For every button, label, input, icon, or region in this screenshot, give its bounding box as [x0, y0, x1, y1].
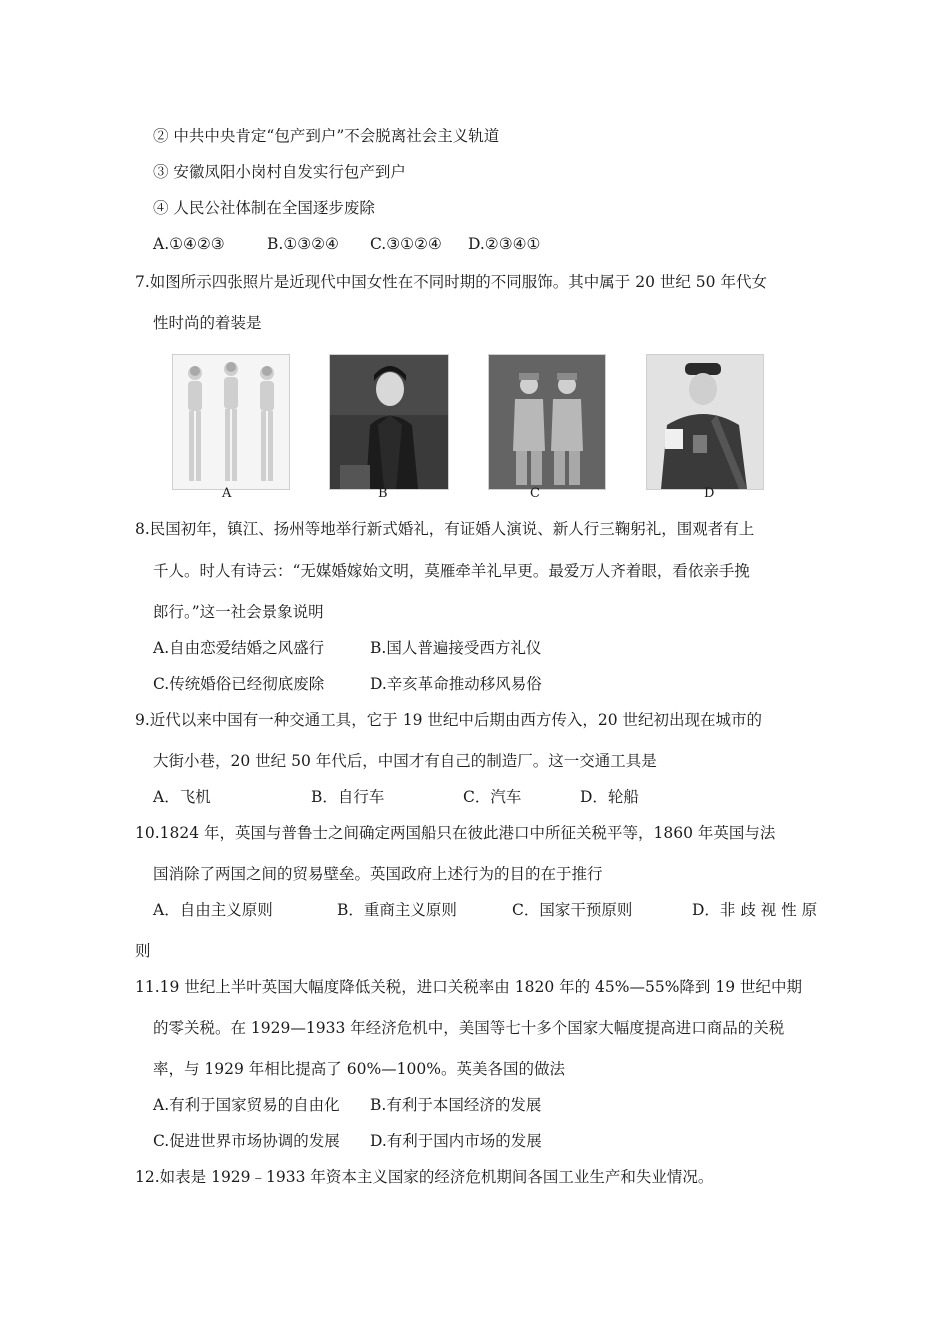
q11-stem-line-1: 11.19 世纪上半叶英国大幅度降低关税，进口关税率由 1820 年的 45%—55%降到 19 世纪中期: [135, 978, 803, 996]
q10-option-c: C．国家干预原则: [512, 901, 633, 919]
q9-option-b: B．自行车: [311, 788, 385, 806]
q6-item-2: ② 中共中央肯定“包产到户”不会脱离社会主义轨道: [153, 127, 500, 145]
q6-option-d: D.②③④①: [468, 235, 541, 253]
q6-option-b: B.①③②④: [267, 235, 339, 253]
q11-option-a: A.有利于国家贸易的自由化: [153, 1096, 340, 1114]
q8-option-d: D.辛亥革命推动移风易俗: [370, 675, 542, 693]
q11-stem-line-3: 率，与 1929 年相比提高了 60%—100%。英美各国的做法: [153, 1060, 565, 1078]
q11-option-b: B.有利于本国经济的发展: [370, 1096, 542, 1114]
q9-stem-line-2: 大街小巷，20 世纪 50 年代后，中国才有自己的制造厂。这一交通工具是: [153, 752, 657, 770]
q9-stem-line-1: 9.近代以来中国有一种交通工具，它于 19 世纪中后期由西方传入，20 世纪初出现在城市的: [135, 711, 763, 729]
q10-option-b: B．重商主义原则: [337, 901, 457, 919]
q8-stem-line-2: 千人。时人有诗云：“无媒婚嫁始文明，莫雁牵羊礼早更。最爱万人齐着眼，看依亲手挽: [153, 562, 750, 580]
q6-option-c: C.③①②④: [370, 235, 442, 253]
photo-c-caption: C: [530, 486, 540, 501]
q9-option-c: C．汽车: [463, 788, 522, 806]
q10-option-a: A．自由主义原则: [153, 901, 273, 919]
q10-option-d: D．非 歧 视 性 原: [692, 901, 818, 919]
photo-d-uniform-woman-book: [646, 354, 764, 490]
photo-c-uniform-women: [488, 354, 606, 490]
photo-a-modern-models: [172, 354, 290, 490]
q11-option-c: C.促进世界市场协调的发展: [153, 1132, 340, 1150]
q8-option-a: A.自由恋爱结婚之风盛行: [153, 639, 325, 657]
q9-option-a: A．飞机: [153, 788, 211, 806]
q8-stem-line-3: 郎行。”这一社会景象说明: [153, 603, 324, 621]
q8-stem-line-1: 8.民国初年，镇江、扬州等地举行新式婚礼，有证婚人演说、新人行三鞠躬礼，围观者有上: [135, 520, 755, 538]
photo-d-caption: D: [704, 486, 715, 501]
q6-item-4: ④ 人民公社体制在全国逐步废除: [153, 199, 375, 217]
q9-option-d: D．轮船: [580, 788, 639, 806]
q6-option-a: A.①④②③: [153, 235, 225, 253]
q11-option-d: D.有利于国内市场的发展: [370, 1132, 542, 1150]
q7-stem-line-2: 性时尚的着装是: [153, 314, 262, 332]
q7-stem-line-1: 7.如图所示四张照片是近现代中国女性在不同时期的不同服饰。其中属于 20 世纪 50 年代女: [135, 273, 767, 291]
photo-b-caption: B: [378, 486, 388, 501]
q10-stem-line-2: 国消除了两国之间的贸易壁垒。英国政府上述行为的目的在于推行: [153, 865, 603, 883]
photo-a-caption: A: [222, 486, 232, 501]
photo-b-qipao-woman: [329, 354, 449, 490]
q8-option-c: C.传统婚俗已经彻底废除: [153, 675, 325, 693]
q10-stem-line-1: 10.1824 年，英国与普鲁士之间确定两国船只在彼此港口中所征关税平等，1860 年英国与法: [135, 824, 776, 842]
q10-option-d-continued: 则: [135, 942, 151, 960]
q8-option-b: B.国人普遍接受西方礼仪: [370, 639, 542, 657]
q12-stem-line-1: 12.如表是 1929﹣1933 年资本主义国家的经济危机期间各国工业生产和失业情况。: [135, 1168, 714, 1186]
q6-item-3: ③ 安徽凤阳小岗村自发实行包产到户: [153, 163, 406, 181]
q11-stem-line-2: 的零关税。在 1929—1933 年经济危机中，美国等七十多个国家大幅度提高进口商品的关税: [153, 1019, 785, 1037]
